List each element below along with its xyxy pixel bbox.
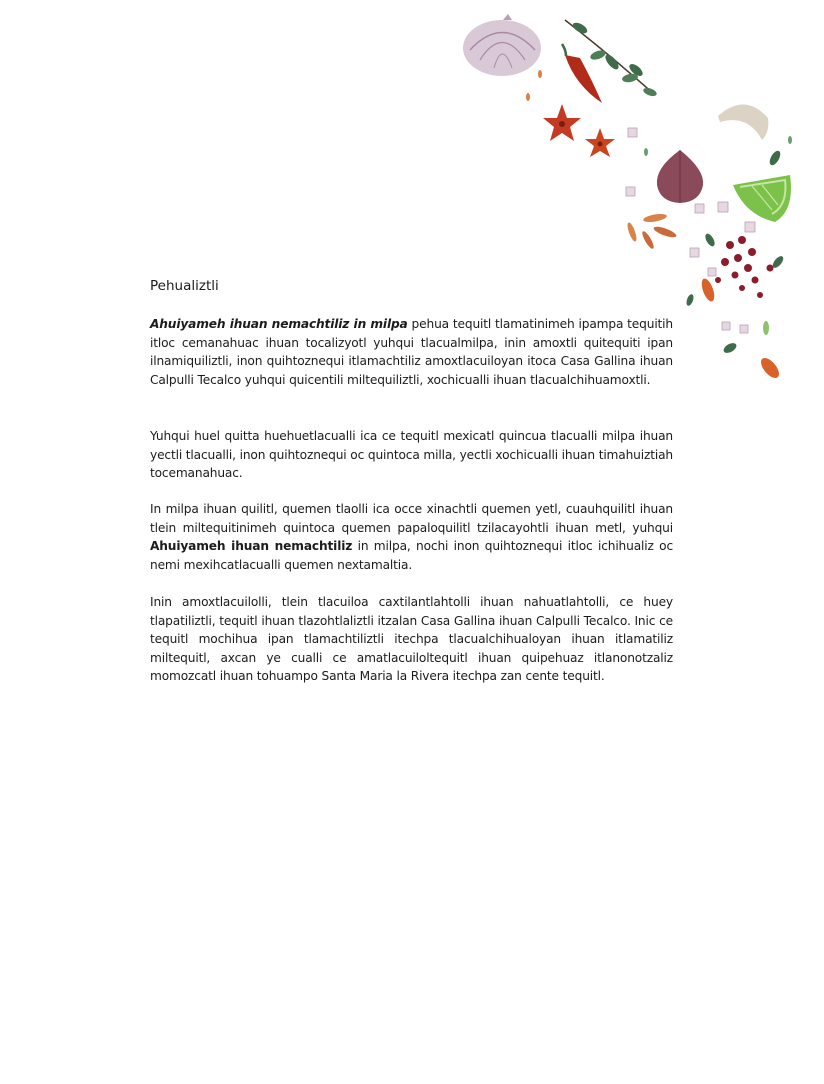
peppercorns-icon [715,236,774,298]
star-anise-icon [585,128,615,157]
paragraph-text: in milpa, nochi inon quihtoznequi itloc ichihualiz oc nemi mexihcatlacualli quemen nextamaltia. [150,539,673,572]
paragraph-intro [150,315,673,389]
onion-icon [463,14,541,76]
paragraph-text: Yuhqui huel quitta huehuetlacualli ica ce tequitl mexicatl quincua tlacualli milpa ihuan yectli tlacualli, inon quihtoznequi oc quintoca milla, yectli xochicualli ihuan timahuiztiah tocemanahuac. [150,429,673,481]
paragraph-cuisine [150,427,673,483]
star-anise-icon [543,104,581,141]
paragraph-text: pehua tequitl tlamatinimeh ipampa tequitih itloc cemanahuac ihuan tocalizyotl yuhqui tlacualmilpa, inin amoxtli quitequiti ipan ilnamiquiliztli, inon quihtoznequi itlamachtiliz amoxtlacuiloyan itoca Casa Gallina ihuan Calpulli Tecalco yuhqui quicentili miltequiliztli, xochicualli ihuan tlacualchihuamoxtli. [150,317,673,387]
lime-icon [733,175,791,222]
paragraph-milpa [150,500,673,574]
book-title-emphasis: Ahuiyameh ihuan nemachtiliz in milpa [150,317,408,331]
garlic-clove-icon [718,104,768,140]
paragraph-text: Inin amoxtlacuilolli, tlein tlacuiloa caxtilantlahtolli ihuan nahuatlahtolli, ce huey tlapatiliztli, tequitl ihuan tlazohtlaliztli itzalan Casa Gallina ihuan Calpulli Tecalco. Inic ce tequitl mochihua ipan tlamachtiliztli itechpa tlacualchihualoyan ihuan itlamatiliz miltequitl, axcan ye cualli ce amatlacuiloltequitl ihuan quipehuaz itlanonotzaliz momozcatl ihuan tohuampo Santa Maria la Rivera itechpa zan cente tequitl. [150,595,673,684]
paragraph-book [150,593,673,686]
paragraph-text: In milpa ihuan quilitl, quemen tlaolli ica occe xinachtli quemen yetl, cuauhquilitl ihuan tlein miltequitinimeh quintoca quemen papaloquilitl tzilacayohtli ihuan metl, yuhqui [150,502,673,535]
page-title: Pehualiztli [150,278,219,294]
garlic-bulb-icon [657,150,703,203]
book-title-bold: Ahuiyameh ihuan nemachtiliz [150,539,353,554]
